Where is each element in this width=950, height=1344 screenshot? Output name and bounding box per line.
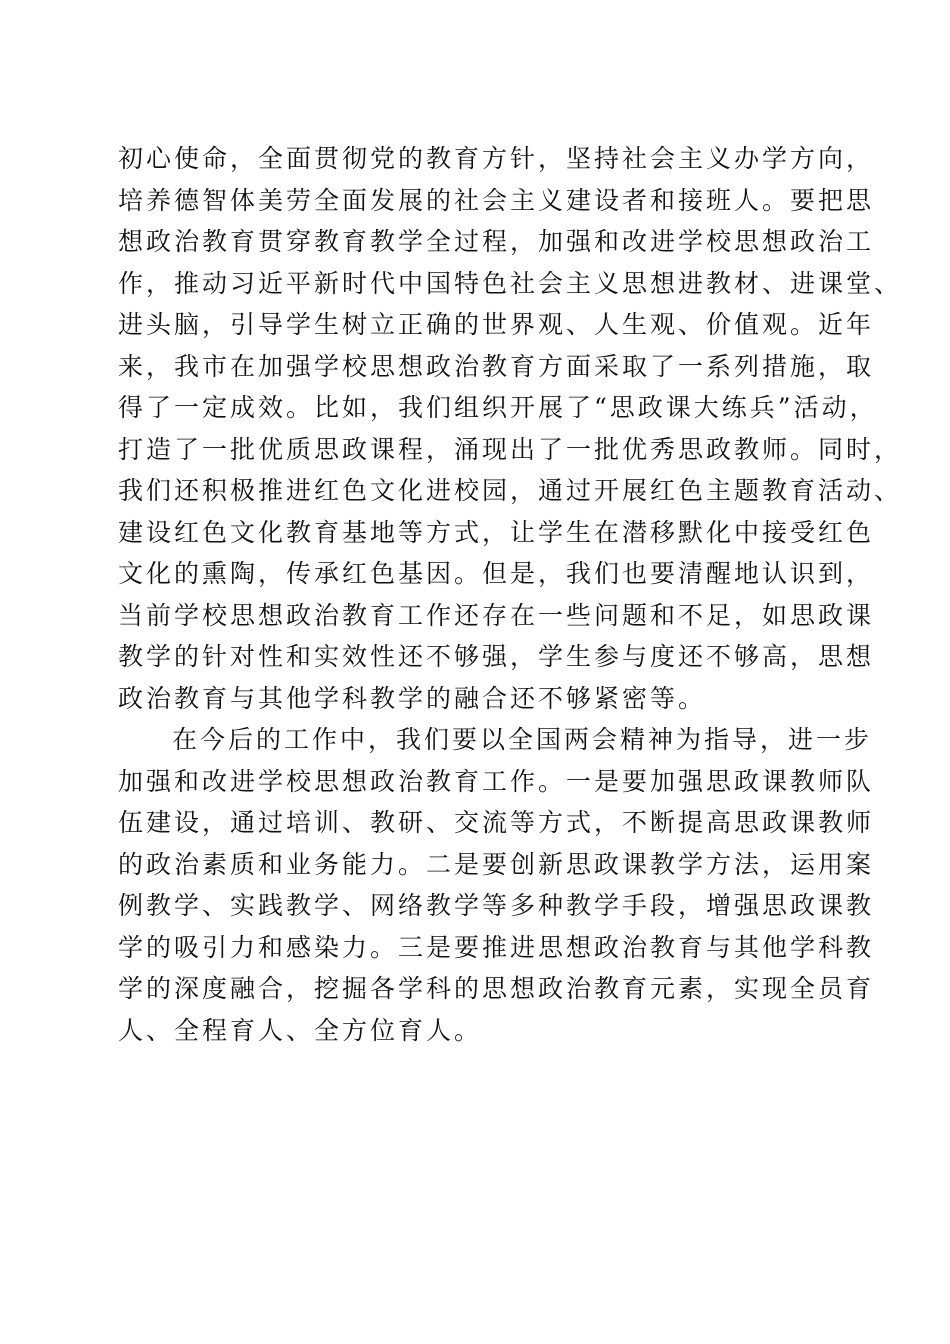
text-line: 进头脑，引导学生树立正确的世界观、人生观、价值观。近年 xyxy=(118,310,875,339)
text-line: 想政治教育贯穿教育教学全过程，加强和改进学校思想政治工 xyxy=(118,227,875,256)
text-line: 伍建设，通过培训、教研、交流等方式，不断提高思政课教师 xyxy=(118,808,875,837)
text-line: 建设红色文化教育基地等方式，让学生在潜移默化中接受红色 xyxy=(118,517,875,547)
document-body xyxy=(118,138,903,1051)
text-line: 来，我市在加强学校思想政治教育方面采取了一系列措施，取 xyxy=(118,351,875,381)
text-line: 政治教育与其他学科教学的融合还不够紧密等。 xyxy=(118,683,707,713)
text-line: 作，推动习近平新时代中国特色社会主义思想进教材、进课堂、 xyxy=(118,268,903,298)
text-line: 的政治素质和业务能力。二是要创新思政课教学方法，运用案 xyxy=(118,849,875,879)
text-line: 当前学校思想政治教育工作还存在一些问题和不足，如思政课 xyxy=(118,600,875,630)
text-line: 加强和改进学校思想政治教育工作。一是要加强思政课教师队 xyxy=(118,766,875,796)
paragraph-2 xyxy=(118,719,875,1051)
text-line: 学的吸引力和感染力。三是要推进思想政治教育与其他学科教 xyxy=(118,932,875,962)
text-line: 教学的针对性和实效性还不够强，学生参与度还不够高，思想 xyxy=(118,642,875,671)
text-line: 打造了一批优质思政课程，涌现出了一批优秀思政教师。同时， xyxy=(118,434,903,464)
text-line: 在今后的工作中，我们要以全国两会精神为指导，进一步 xyxy=(172,725,873,754)
paragraph-1 xyxy=(118,138,903,719)
text-line: 学的深度融合，挖掘各学科的思想政治教育元素，实现全员育 xyxy=(118,974,875,1003)
text-line: 得了一定成效。比如，我们组织开展了“思政课大练兵”活动， xyxy=(118,393,878,422)
text-line: 我们还积极推进红色文化进校园，通过开展红色主题教育活动、 xyxy=(118,476,903,505)
text-line: 文化的熏陶，传承红色基因。但是，我们也要清醒地认识到， xyxy=(118,559,875,588)
text-line: 培养德智体美劳全面发展的社会主义建设者和接班人。要把思 xyxy=(118,185,875,215)
text-line: 初心使命，全面贯彻党的教育方针，坚持社会主义办学方向， xyxy=(118,144,875,173)
text-line: 例教学、实践教学、网络教学等多种教学手段，增强思政课教 xyxy=(118,891,875,920)
text-line: 人、全程育人、全方位育人。 xyxy=(118,1015,483,1045)
